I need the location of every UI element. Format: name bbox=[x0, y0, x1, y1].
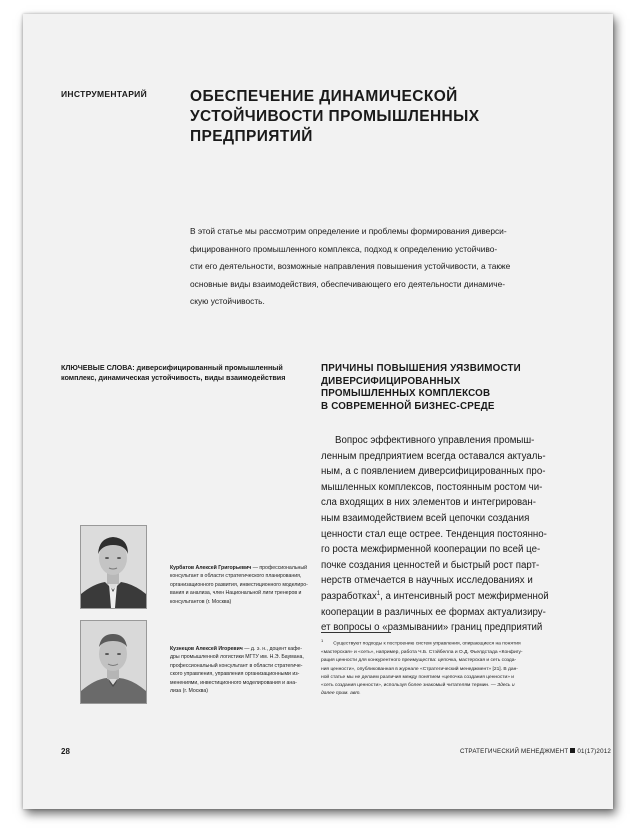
footnote-line: рация ценности для конкурентного преимущества: цепочка, мастерская и сеть созда- bbox=[321, 658, 517, 664]
body-line bbox=[321, 589, 573, 605]
lead-line: скую устойчивость. bbox=[190, 296, 265, 307]
heading-line: ПРИЧИНЫ ПОВЫШЕНИЯ УЯЗВИМОСТИ bbox=[321, 363, 521, 374]
issue-number: 01(17)2012 bbox=[577, 748, 611, 755]
author-bio-line bbox=[170, 645, 330, 653]
section-heading bbox=[321, 363, 571, 413]
body-line: почке создания ценностей и быстрый рост парт- bbox=[321, 559, 540, 571]
author-name: Кузнецов Алексей Игоревич bbox=[170, 646, 243, 652]
author-bio-text: — профессиональный bbox=[251, 565, 308, 571]
body-line: Вопрос эффективного управления промыш- bbox=[335, 435, 535, 446]
footnote-italic: далее прим. авт. bbox=[321, 691, 361, 697]
journal-footer bbox=[460, 748, 611, 755]
footnote-divider bbox=[321, 632, 391, 633]
section-label: ИНСТРУМЕНТАРИЙ bbox=[61, 89, 147, 99]
lead-line: В этой статье мы рассмотрим определение и проблемы формирования диверси- bbox=[190, 226, 507, 236]
author-bio-line: консультант в области стратегического планирования, bbox=[170, 573, 302, 580]
author-photo-kurbatov bbox=[80, 525, 147, 609]
footnote-line bbox=[321, 682, 573, 690]
body-line: ленным предприятием всегда оставался актуаль- bbox=[321, 450, 546, 462]
title-line: ПРЕДПРИЯТИЙ bbox=[190, 128, 313, 145]
author-name: Курбатов Алексей Григорьевич bbox=[170, 565, 252, 571]
author-bio-line: дры промышленной логистики МГТУ им. Н.Э. Баумана, bbox=[170, 654, 304, 661]
lead-line: основные виды взаимодействия, обеспечивающего его деятельности динамиче- bbox=[190, 278, 506, 289]
footnote-line bbox=[321, 637, 573, 649]
author-bio-line: вания и анализа, член Национальной лиги тренеров и bbox=[170, 590, 302, 597]
keywords bbox=[61, 363, 321, 383]
body-text-fragment: , а интенсивный рост межфирменной bbox=[380, 590, 549, 602]
body-line: ным, а с появлением диверсифицированных про- bbox=[321, 466, 546, 478]
lead-line: сти его деятельности, возможные направления повышения устойчивости, а также bbox=[190, 261, 511, 272]
lead-line: фицированного промышленного комплекса, подход к определению устойчиво- bbox=[190, 243, 498, 254]
author-bio-line: организационного развития, инвестиционного моделиро- bbox=[170, 581, 308, 588]
journal-name: СТРАТЕГИЧЕСКИЙ МЕНЕДЖМЕНТ bbox=[459, 748, 569, 755]
page-number: 28 bbox=[61, 747, 70, 756]
author-bio-kurbatov bbox=[170, 564, 330, 606]
author-bio-line: профессиональный консультант в области стратегиче- bbox=[170, 662, 303, 669]
author-photo-kuznetsov bbox=[80, 620, 147, 704]
title-line: ОБЕСПЕЧЕНИЕ ДИНАМИЧЕСКОЙ bbox=[190, 88, 458, 105]
body-line: кооперации в различных ее формах актуализиру- bbox=[321, 606, 546, 618]
footnote-text: Существуют подходы к построению систем управления, опирающиеся на понятия bbox=[333, 641, 521, 647]
body-line: го роста межфирменной кооперации по всей це- bbox=[321, 544, 541, 556]
body-line: ценности стал еще острее. Тенденция постоянно- bbox=[321, 528, 547, 540]
square-bullet-icon bbox=[570, 748, 575, 753]
article-title bbox=[190, 87, 520, 147]
author-bio-text: — д. э. н., доцент кафе- bbox=[242, 646, 303, 652]
body-line: ет вопросы о «размывании» границ предприятий bbox=[321, 622, 543, 634]
footnote bbox=[321, 637, 573, 699]
footnote-reference[interactable]: 1 bbox=[376, 590, 381, 597]
footnote-text: «сеть создания ценности», используя более знакомый читателям термин. — bbox=[321, 683, 498, 689]
body-line: ным взаимодействием всей цепочки создания bbox=[321, 512, 530, 524]
author-bio-line: ского управления, управления организационными из- bbox=[170, 671, 300, 678]
keywords-line: комплекс, динамическая устойчивость, виды взаимодействия bbox=[61, 373, 286, 382]
author-bio-line: лиза (г. Москва) bbox=[170, 688, 208, 695]
article-lead bbox=[190, 223, 560, 311]
footnote-line: ния ценности», опубликованная в журнале «Стратегический менеджмент» [21]. В дан- bbox=[321, 666, 518, 672]
author-bio-line bbox=[170, 564, 330, 572]
heading-line: ПРОМЫШЛЕННЫХ КОМПЛЕКСОВ bbox=[321, 388, 491, 399]
author-bio-line: консультантов (г. Москва) bbox=[170, 598, 232, 605]
footnote-line bbox=[321, 690, 573, 698]
footnote-marker: 1 bbox=[321, 638, 324, 643]
footnote-line: «мастерская» и «сеть», например, работа Ч.Б. Стэйбелла и О.Д. Фьелдстада «Конфигу- bbox=[321, 649, 523, 655]
heading-line: В СОВРЕМЕННОЙ БИЗНЕС-СРЕДЕ bbox=[321, 400, 495, 412]
body-text-fragment: разработках bbox=[321, 590, 377, 602]
body-text bbox=[321, 433, 573, 636]
body-line: мышленных комплексов, постоянным ростом чи- bbox=[321, 481, 543, 493]
body-line: нерств отмечается в научных исследованиях и bbox=[321, 575, 533, 587]
author-bio-kuznetsov bbox=[170, 645, 330, 695]
footnote-line: ной статье мы не делаем различия между понятием «цепочка создания ценности» и bbox=[321, 674, 515, 680]
footnote-italic: Здесь и bbox=[497, 683, 515, 689]
title-line: УСТОЙЧИВОСТИ ПРОМЫШЛЕННЫХ bbox=[190, 108, 480, 125]
author-bio-line: менениями, инвестиционного моделирования и ана- bbox=[170, 679, 297, 686]
heading-line: ДИВЕРСИФИЦИРОВАННЫХ bbox=[321, 375, 461, 387]
body-line: сла входящих в них элементов и интегрирован- bbox=[321, 497, 536, 509]
keywords-line: КЛЮЧЕВЫЕ СЛОВА: диверсифицированный промышленный bbox=[61, 363, 283, 372]
